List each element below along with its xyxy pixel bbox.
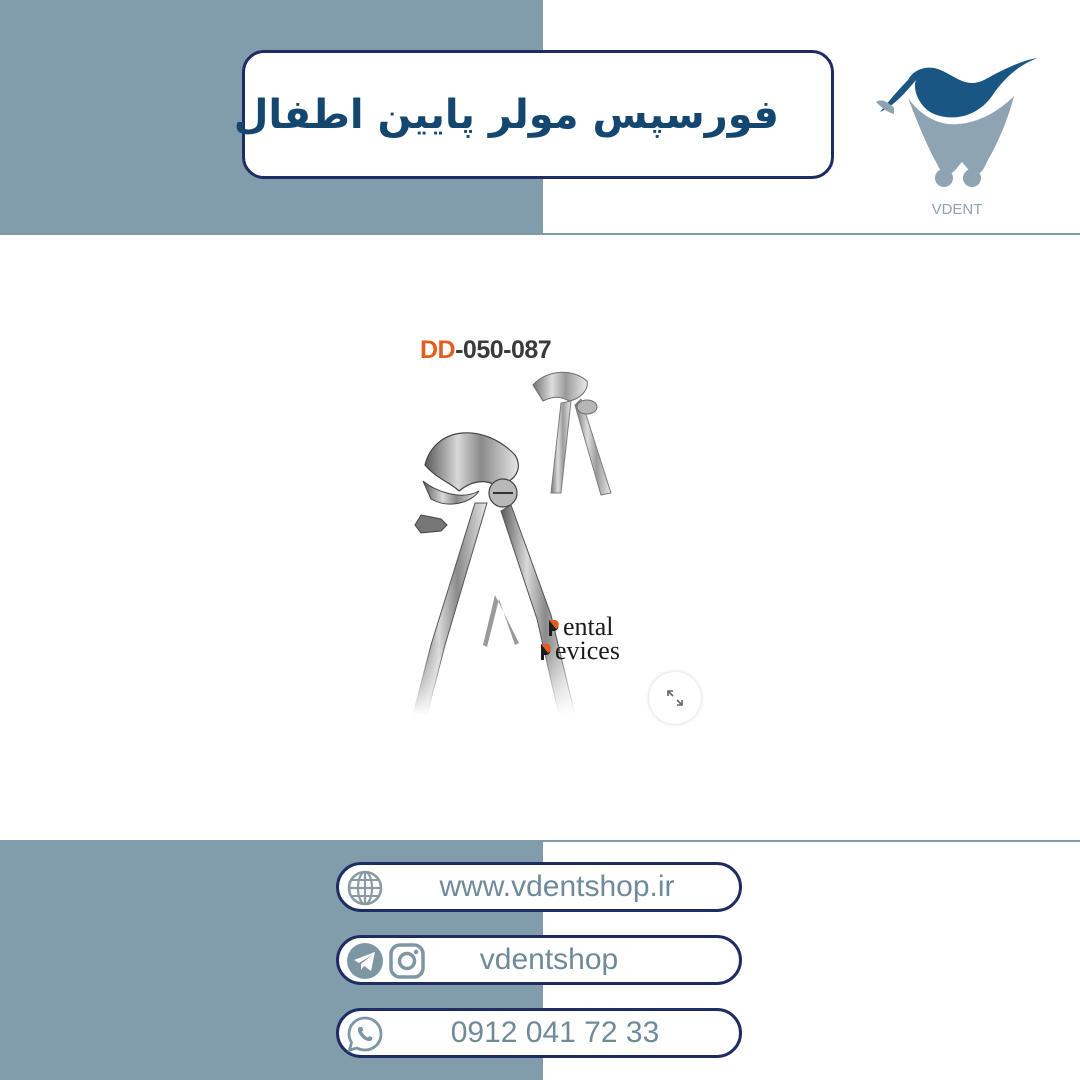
maker-d-mark-icon: [540, 643, 553, 661]
social-handle-text: vdentshop: [479, 943, 619, 976]
forceps-back: [533, 372, 611, 495]
phone-link[interactable]: [336, 1008, 742, 1058]
phone-text: 0912 041 72 33: [450, 1016, 660, 1049]
header-divider: [0, 233, 1080, 235]
zoom-button[interactable]: [649, 672, 701, 724]
vdent-logo: [872, 50, 1042, 225]
maker-line-2-text: evices: [555, 636, 620, 665]
globe-icon: [345, 868, 385, 908]
website-link[interactable]: [336, 862, 742, 912]
title-box: [233, 50, 834, 179]
whatsapp-icon: [345, 1014, 385, 1054]
expand-icon: [666, 689, 684, 707]
website-text: www.vdentshop.ir: [439, 870, 675, 903]
social-handle-link[interactable]: [336, 935, 742, 985]
page-title: فورسپس مولر پایین اطفال: [233, 91, 779, 138]
product-code-number: -050-087: [455, 336, 552, 364]
product-code: [420, 336, 551, 365]
footer-divider: [543, 840, 1080, 842]
logo-wheel-left: [935, 169, 953, 187]
brand-name: VDENT: [931, 201, 983, 218]
logo-wheel-right: [963, 169, 981, 187]
maker-line-2: [540, 636, 620, 666]
product-code-prefix: DD: [420, 336, 456, 364]
telegram-icon: [345, 941, 385, 981]
logo-swoosh: [880, 58, 1038, 117]
instagram-icon: [387, 941, 427, 981]
maker-line-1-text: ental: [563, 612, 614, 641]
maker-d-mark-icon: [548, 619, 561, 637]
